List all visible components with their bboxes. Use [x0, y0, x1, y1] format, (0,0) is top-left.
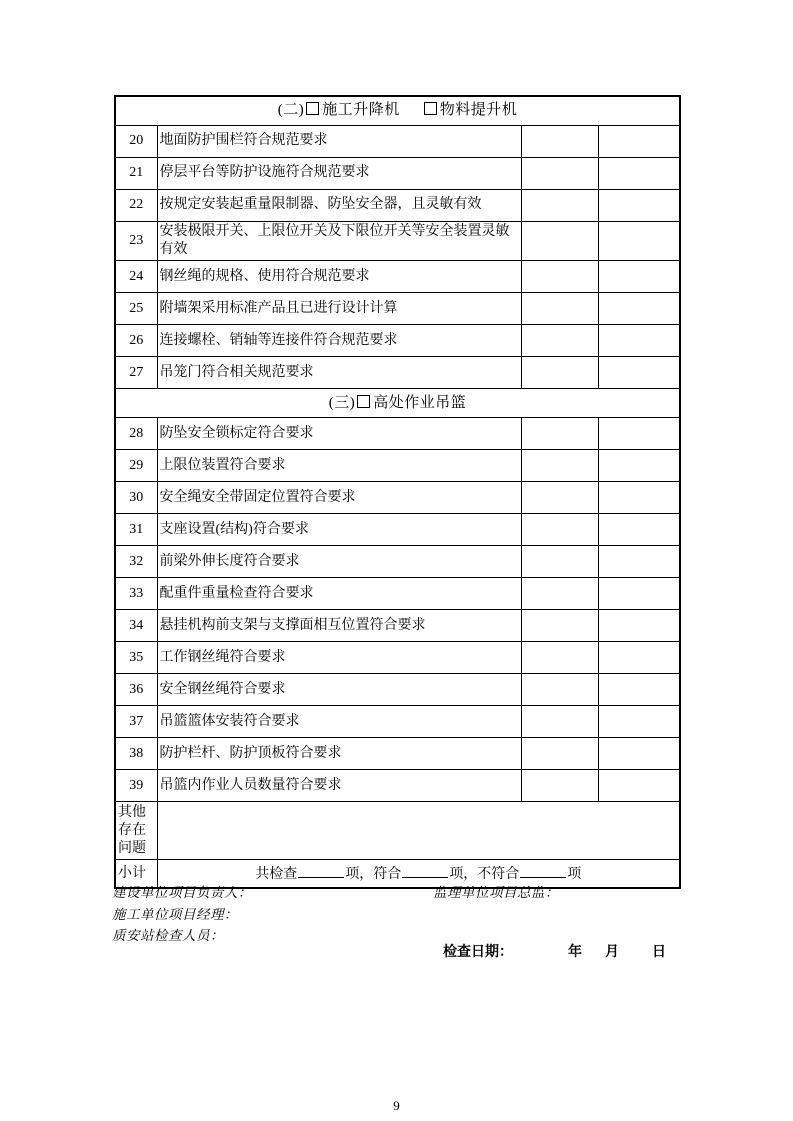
row-number: 25	[115, 293, 157, 325]
check-result-cell	[521, 293, 598, 325]
row-item-text: 配重件重量检查符合要求	[157, 578, 521, 610]
row-number: 23	[115, 222, 157, 261]
table-row	[115, 190, 680, 222]
row-number: 34	[115, 610, 157, 642]
row-number: 37	[115, 706, 157, 738]
row-number: 35	[115, 642, 157, 674]
blank-fill-line	[520, 864, 566, 878]
check-result-cell	[521, 642, 598, 674]
subtotal-text-conform: 项，符合	[345, 866, 402, 882]
check-result-cell	[598, 158, 680, 190]
check-result-cell	[521, 450, 598, 482]
section-header-hoist	[115, 96, 680, 126]
check-result-cell	[598, 578, 680, 610]
check-result-cell	[598, 450, 680, 482]
section-prefix: (三)	[328, 394, 356, 411]
table-row	[115, 293, 680, 325]
row-item-text: 附墙架采用标准产品且已进行设计计算	[157, 293, 521, 325]
check-result-cell	[598, 514, 680, 546]
section-option-label: 高处作业吊篮	[373, 394, 467, 411]
row-item-text: 支座设置(结构)符合要求	[157, 514, 521, 546]
table-row	[115, 325, 680, 357]
row-number: 21	[115, 158, 157, 190]
check-result-cell	[598, 190, 680, 222]
section-header-row	[115, 96, 680, 126]
row-item-text: 地面防护围栏符合规范要求	[157, 126, 521, 158]
check-result-cell	[598, 418, 680, 450]
row-item-text: 防坠安全锁标定符合要求	[157, 418, 521, 450]
day-label: 日	[652, 943, 666, 959]
page-number: 9	[393, 1098, 400, 1113]
inspection-checklist-table	[114, 95, 681, 889]
inspection-date-label: 检查日期：	[443, 943, 513, 959]
checkbox-icon	[357, 395, 370, 408]
row-number: 22	[115, 190, 157, 222]
check-result-cell	[598, 706, 680, 738]
table-row	[115, 418, 680, 450]
table-row	[115, 642, 680, 674]
table-row	[115, 450, 680, 482]
row-number: 24	[115, 261, 157, 293]
subtotal-label: 小计	[115, 860, 157, 889]
table-row	[115, 770, 680, 802]
subtotal-text-end: 项	[567, 866, 582, 882]
row-number: 31	[115, 514, 157, 546]
table-row	[115, 738, 680, 770]
row-item-text: 悬挂机构前支架与支撑面相互位置符合要求	[157, 610, 521, 642]
row-item-text: 停层平台等防护设施符合规范要求	[157, 158, 521, 190]
supervision-director-signature-label: 监理单位项目总监：	[433, 885, 559, 900]
check-result-cell	[598, 357, 680, 389]
blank-fill-line	[402, 864, 448, 878]
row-number: 28	[115, 418, 157, 450]
check-result-cell	[521, 546, 598, 578]
check-result-cell	[598, 546, 680, 578]
row-number: 26	[115, 325, 157, 357]
inspection-date-line	[443, 941, 666, 961]
row-item-text: 吊篮篮体安装符合要求	[157, 706, 521, 738]
check-result-cell	[598, 738, 680, 770]
check-result-cell	[521, 222, 598, 261]
check-result-cell	[521, 706, 598, 738]
contractor-manager-signature-label: 施工单位项目经理：	[112, 907, 238, 922]
row-item-text: 安全绳安全带固定位置符合要求	[157, 482, 521, 514]
check-result-cell	[521, 482, 598, 514]
row-item-text: 上限位装置符合要求	[157, 450, 521, 482]
check-result-cell	[521, 514, 598, 546]
check-result-cell	[598, 610, 680, 642]
row-item-text: 工作钢丝绳符合要求	[157, 642, 521, 674]
check-result-cell	[521, 158, 598, 190]
check-result-cell	[598, 642, 680, 674]
section-option-label: 施工升降机	[322, 102, 400, 119]
check-result-cell	[598, 261, 680, 293]
checkbox-icon	[306, 102, 319, 115]
check-result-cell	[521, 578, 598, 610]
check-result-cell	[521, 738, 598, 770]
table-row	[115, 261, 680, 293]
subtotal-text-checked: 共检查	[255, 866, 298, 882]
row-item-text: 吊笼门符合相关规范要求	[157, 357, 521, 389]
table-row	[115, 222, 680, 261]
table-row	[115, 578, 680, 610]
check-result-cell	[521, 325, 598, 357]
row-item-text: 安装极限开关、上限位开关及下限位开关等安全装置灵敏有效	[157, 222, 521, 261]
row-item-text: 吊篮内作业人员数量符合要求	[157, 770, 521, 802]
check-result-cell	[598, 482, 680, 514]
check-result-cell	[521, 674, 598, 706]
table-row	[115, 610, 680, 642]
check-result-cell	[598, 770, 680, 802]
check-result-cell	[521, 610, 598, 642]
owner-representative-signature-label: 建设单位项目负责人：	[112, 885, 252, 900]
other-problems-row	[115, 802, 680, 860]
table-row	[115, 126, 680, 158]
section-option-label: 物料提升机	[439, 102, 518, 119]
check-result-cell	[521, 357, 598, 389]
subtotal-text-nonconform: 项，不符合	[449, 866, 520, 882]
table-row	[115, 158, 680, 190]
table-row	[115, 514, 680, 546]
check-result-cell	[598, 674, 680, 706]
row-number: 20	[115, 126, 157, 158]
row-number: 33	[115, 578, 157, 610]
check-result-cell	[521, 770, 598, 802]
table-row	[115, 674, 680, 706]
check-result-cell	[521, 261, 598, 293]
check-result-cell	[598, 293, 680, 325]
row-item-text: 连接螺栓、销轴等连接件符合规范要求	[157, 325, 521, 357]
check-result-cell	[598, 126, 680, 158]
qs-station-inspector-signature-label: 质安站检查人员：	[112, 928, 224, 943]
row-number: 39	[115, 770, 157, 802]
section-prefix: (二)	[277, 102, 305, 119]
blank-fill-line	[298, 864, 344, 878]
table-row	[115, 357, 680, 389]
row-item-text: 防护栏杆、防护顶板符合要求	[157, 738, 521, 770]
row-item-text: 安全钢丝绳符合要求	[157, 674, 521, 706]
row-number: 32	[115, 546, 157, 578]
table-row	[115, 706, 680, 738]
other-problems-label: 其他存在问题	[115, 802, 157, 860]
year-label: 年	[568, 943, 582, 959]
checkbox-icon	[424, 102, 437, 115]
check-result-cell	[521, 190, 598, 222]
row-number: 30	[115, 482, 157, 514]
row-item-text: 前梁外伸长度符合要求	[157, 546, 521, 578]
check-result-cell	[521, 418, 598, 450]
section-header-row	[115, 389, 680, 418]
table-row	[115, 546, 680, 578]
row-number: 27	[115, 357, 157, 389]
table-row	[115, 482, 680, 514]
other-problems-blank-area	[157, 802, 680, 860]
check-result-cell	[521, 126, 598, 158]
section-header-gondola	[115, 389, 680, 418]
row-number: 36	[115, 674, 157, 706]
check-result-cell	[598, 222, 680, 261]
row-item-text: 钢丝绳的规格、使用符合规范要求	[157, 261, 521, 293]
month-label: 月	[605, 943, 619, 959]
check-result-cell	[598, 325, 680, 357]
row-item-text: 按规定安装起重量限制器、防坠安全器，且灵敏有效	[157, 190, 521, 222]
row-number: 29	[115, 450, 157, 482]
row-number: 38	[115, 738, 157, 770]
